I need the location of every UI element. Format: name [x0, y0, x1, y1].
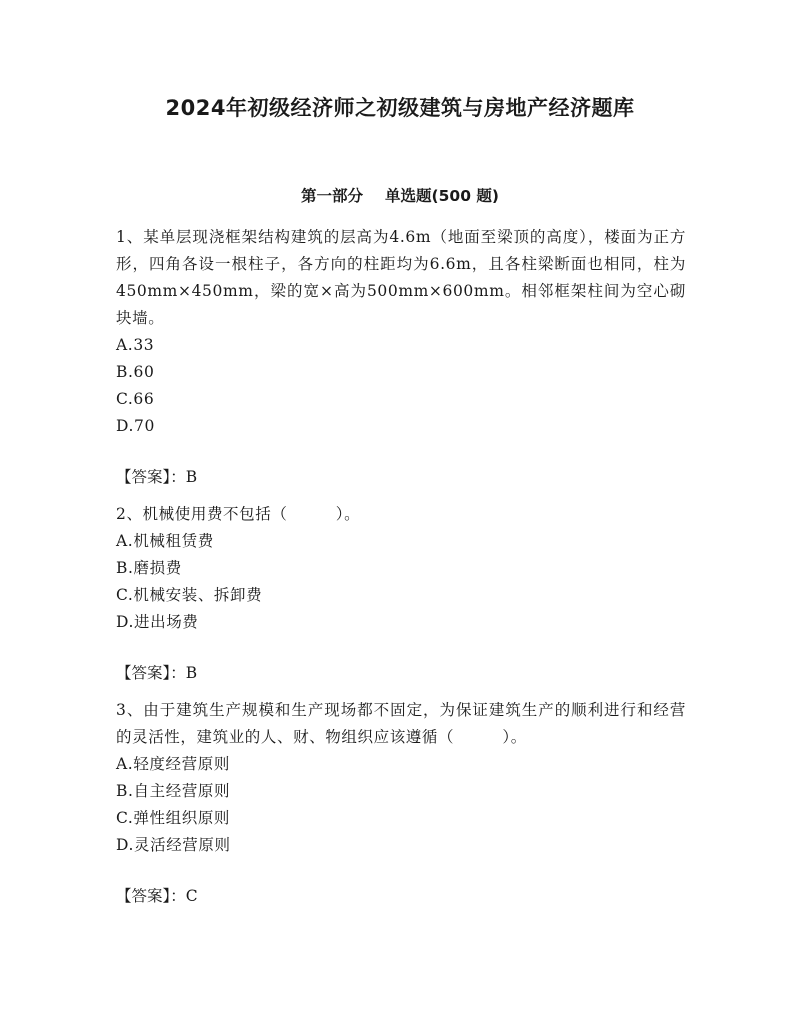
answer-label: 【答案】：	[116, 664, 186, 682]
question-2	[116, 501, 686, 687]
answer-line	[116, 464, 686, 491]
answer-value: B	[185, 664, 198, 682]
section-heading	[0, 184, 800, 206]
option-a: A.机械租赁费	[116, 532, 214, 550]
answer-label: 【答案】：	[116, 468, 186, 486]
question-text: 1、某单层现浇框架结构建筑的层高为4.6m（地面至梁顶的高度），楼面为正方形，四角各设一根柱子，各方向的柱距均为6.6m，且各柱梁断面也相同，柱为450mm×450mm，梁的宽×高为500mm×600mm。相邻框架柱间为空心砌块墙。	[116, 228, 686, 327]
option-c: C.66	[116, 390, 155, 408]
answer-line	[116, 883, 686, 910]
question-list	[116, 224, 686, 920]
answer-value: B	[185, 468, 198, 486]
question-text: 3、由于建筑生产规模和生产现场都不固定，为保证建筑生产的顺利进行和经营的灵活性，建筑业的人、财、物组织应该遵循（ ）。	[116, 701, 686, 746]
option-d: D.进出场费	[116, 613, 199, 631]
option-list	[116, 528, 686, 636]
answer-line	[116, 660, 686, 687]
document-title: 2024年初级经济师之初级建筑与房地产经济题库	[165, 96, 635, 120]
option-c: C.机械安装、拆卸费	[116, 586, 263, 604]
option-a: A.33	[116, 336, 155, 354]
option-d: D.灵活经营原则	[116, 836, 231, 854]
option-a: A.轻度经营原则	[116, 755, 230, 773]
section-name: 单选题(500 题)	[385, 187, 499, 205]
option-c: C.弹性组织原则	[116, 809, 231, 827]
answer-label: 【答案】：	[116, 887, 186, 905]
answer-value: C	[185, 887, 198, 905]
option-list	[116, 332, 686, 440]
option-list	[116, 751, 686, 859]
option-b: B.60	[116, 363, 155, 381]
option-b: B.磨损费	[116, 559, 182, 577]
question-1	[116, 224, 686, 491]
section-part: 第一部分	[301, 187, 364, 205]
option-b: B.自主经营原则	[116, 782, 231, 800]
question-3	[116, 697, 686, 910]
question-text: 2、机械使用费不包括（ ）。	[116, 505, 361, 523]
option-d: D.70	[116, 417, 155, 435]
